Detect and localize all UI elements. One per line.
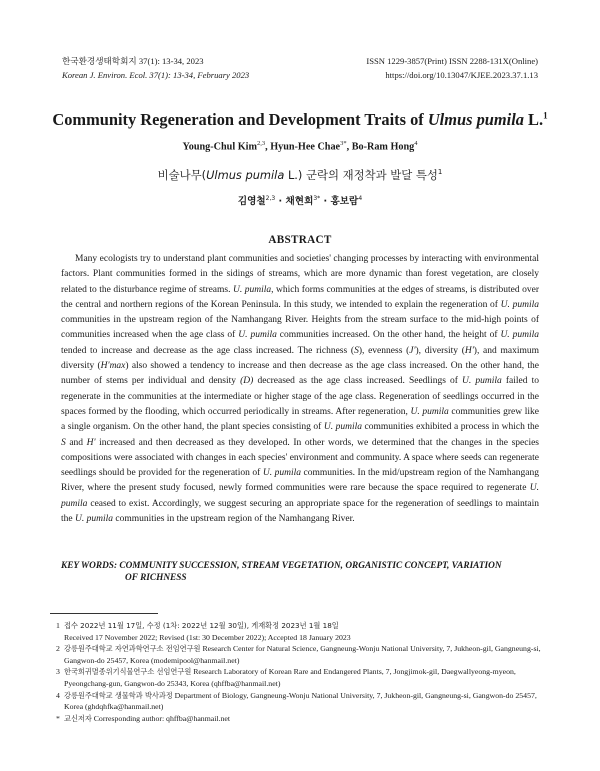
italic-term: U. pumila	[323, 422, 362, 433]
footnote	[56, 666, 554, 689]
abstract-text: ), diversity (	[415, 345, 465, 356]
italic-term: H'max	[100, 361, 126, 372]
abstract-text: ), and maximum diversity (	[61, 345, 539, 372]
italic-term: (D)	[240, 376, 254, 387]
korean-title-text: 비술나무(	[157, 168, 207, 182]
footnote-korean: 한국희귀멸종위기식물연구소 선임연구원	[64, 667, 192, 677]
italic-term: U. pumila	[500, 330, 540, 341]
author-affiliation-mark: 2,3	[265, 194, 276, 202]
author-separator: ,	[265, 141, 271, 153]
title-suffix: L.	[523, 110, 544, 129]
footnote-mark: 2	[56, 644, 60, 654]
author-name-korean: 홍보람	[330, 196, 359, 207]
abstract-text: decreased as the age class increased. Seedlings of	[253, 376, 463, 387]
korean-title-footnote-mark: 1	[437, 168, 443, 177]
footnote-english: Received 17 November 2022; Revised (1st: 30 December 2022); Accepted 18 January 2023	[64, 632, 351, 642]
author-name-korean: 김영철	[237, 196, 266, 207]
author-affiliation-mark: 3*	[313, 194, 321, 202]
footnote-divider	[50, 613, 158, 614]
italic-term: J'	[409, 345, 416, 356]
abstract-text: ) also showed a tendency to increase and then decrease as the age class increased. On the other hand, the number of stems per individual and density	[61, 361, 539, 387]
footnote-korean: 강릉원주대학교 자연과학연구소 전임연구원	[64, 644, 201, 654]
keywords-line: KEY WORDS: COMMUNITY SUCCESSION, STREAM VEGETATION, ORGANISTIC CONCEPT, VARIATION	[61, 561, 502, 571]
author-separator: ,	[346, 141, 352, 153]
author-list	[40, 140, 560, 152]
title-species: Ulmus pumila	[427, 110, 524, 129]
issn: ISSN 1229-3857(Print) ISSN 2288-131X(Online)	[366, 56, 538, 66]
footnote	[56, 713, 554, 725]
footnote	[56, 620, 554, 643]
author-separator: ·	[275, 196, 286, 207]
abstract-text: communities in the upstream region of the Namhangang River. Heights from the stream surface to the mid-high points of communities increased when the age class of	[61, 315, 539, 341]
abstract-text: failed to regenerate in the communities at the intermediate or higher stage of the age class. Regeneration of seedlings occurred in the spaces formed by the flooding, which occurred periodically in streams. After regeneration,	[61, 376, 539, 417]
korean-title-species: Ulmus pumila	[206, 168, 285, 182]
italic-term: U. pumila	[61, 483, 539, 509]
author-separator: ·	[320, 196, 331, 207]
footnote-korean: 강릉원주대학교 생물학과 박사과정	[64, 690, 173, 700]
abstract-text: tended to increase and decrease as the age class increased. The richness (	[61, 345, 355, 356]
abstract-text: communities grew like a single organism. On the other hand, the plant species consisting of	[61, 406, 539, 433]
abstract-text: increased and then decreased as they developed. In other words, we determined that the changes in the species compositions were associated with changes in each species' environment and community. A space where seeds can regenerate seedlings should be provided for the regeneration of	[61, 437, 540, 479]
korean-title-suffix: L.) 군락의 재정착과 발달 특성	[284, 168, 438, 182]
footnote-mark: 1	[56, 621, 60, 630]
article-title	[40, 110, 560, 130]
abstract-text: and	[65, 437, 87, 448]
abstract-heading: ABSTRACT	[268, 234, 332, 246]
author-name: Hyun-Hee Chae	[270, 141, 341, 153]
italic-term: U. pumila	[410, 406, 449, 417]
author-name-korean: 채현희	[285, 196, 314, 207]
footnotes	[56, 620, 554, 724]
footnote	[56, 643, 554, 666]
abstract-text: communities in the upstream region of the Namhangang River.	[112, 514, 355, 525]
author-name: Bo-Ram Hong	[351, 141, 415, 153]
author-affiliation-mark: 4	[358, 194, 363, 202]
italic-term: U. pumila	[232, 284, 272, 295]
abstract-text: ceased to exist. Accordingly, we suggest securing an appropriate space for the regeneration of seedlings to maintain the	[61, 498, 539, 525]
footnote-mark: *	[56, 713, 60, 723]
article-title-korean	[40, 167, 560, 183]
abstract-text: , which forms communities at the edges of streams, is distributed over the central and northern regions of the Korean Peninsula. In this study, we intended to explain the regeneration of	[61, 284, 539, 310]
abstract-body	[61, 252, 539, 527]
italic-term: U. pumila	[500, 299, 540, 310]
footnote	[56, 690, 554, 713]
abstract-text: ), evenness (	[358, 345, 410, 356]
footnote-english: Corresponding author: qhffba@hanmail.net	[91, 713, 231, 723]
italic-term: H'	[86, 437, 96, 448]
author-affiliation-mark: 3*	[340, 140, 347, 147]
footnote-korean: 교신저자	[64, 713, 92, 723]
italic-term: H'	[464, 345, 474, 356]
italic-term: S	[61, 437, 66, 448]
journal-citation-english: Korean J. Environ. Ecol. 37(1): 13-34, February 2023	[62, 70, 250, 80]
footnote-mark: 4	[56, 690, 60, 700]
journal-header-right	[366, 54, 538, 82]
author-name: Young-Chul Kim	[182, 141, 257, 153]
author-affiliation-mark: 4	[414, 140, 418, 147]
abstract-text: communities increased. On the other hand, the height of	[276, 330, 501, 341]
italic-term: U. pumila	[238, 330, 277, 341]
footnote-korean: 접수 2022년 11월 17일, 수정 (1차: 2022년 12월 30일), 게재확정 2023년 1월 18일	[64, 621, 339, 630]
footnote-english: Research Center for Natural Science, Gangneung-Wonju National University, 7, Jukheon-gil, Gangneung-si, Gangwon-do 25457, Korea (modemipool@hanmail.net)	[64, 644, 541, 665]
footnote-english: Research Laboratory of Korean Rare and Endangered Plants, 7, Jongjimok-gil, Daegwallyeong-myeon, Pyeongchang-gun, Gangwon-do 25343, Korea (qhffba@hanmail.net)	[64, 667, 516, 688]
italic-term: U. pumila	[462, 376, 502, 387]
italic-term: S	[354, 345, 359, 356]
journal-citation-korean: 한국환경생태학회지 37(1): 13-34, 2023	[62, 56, 204, 66]
footnote-english: Department of Biology, Gangneung-Wonju National University, 7, Jukheon-gil, Gangneung-si, Gangwon-do 25457, Korea (ghdqhfka@hanmail.net)	[64, 690, 537, 712]
abstract-text: Many ecologists try to understand plant communities and societies' changing processes by interacting with environmental factors. Plant communities formed in the sidings of streams, which are more dynamic than forest vegetation, are closely related to the disturbance regime of streams.	[61, 254, 539, 295]
italic-term: U. pumila	[262, 468, 302, 479]
doi-link[interactable]: https://doi.org/10.13047/KJEE.2023.37.1.13	[385, 70, 538, 80]
title-text: Community Regeneration and Development Traits of	[52, 110, 428, 129]
author-list-korean	[40, 193, 560, 207]
author-affiliation-mark: 2,3	[256, 140, 266, 147]
italic-term: U. pumila	[74, 514, 113, 525]
title-footnote-mark: 1	[543, 110, 548, 121]
keywords-line: OF RICHNESS	[125, 572, 187, 583]
footnote-mark: 3	[56, 667, 60, 677]
keywords	[61, 561, 539, 584]
journal-header-left	[62, 54, 249, 82]
abstract-text: communities. In the mid/upstream region of the Namhangang River, where the present study focused, newly formed communities were rare because the space required to regenerate	[61, 468, 540, 494]
abstract-text: communities exhibited a process in which the	[361, 422, 540, 433]
